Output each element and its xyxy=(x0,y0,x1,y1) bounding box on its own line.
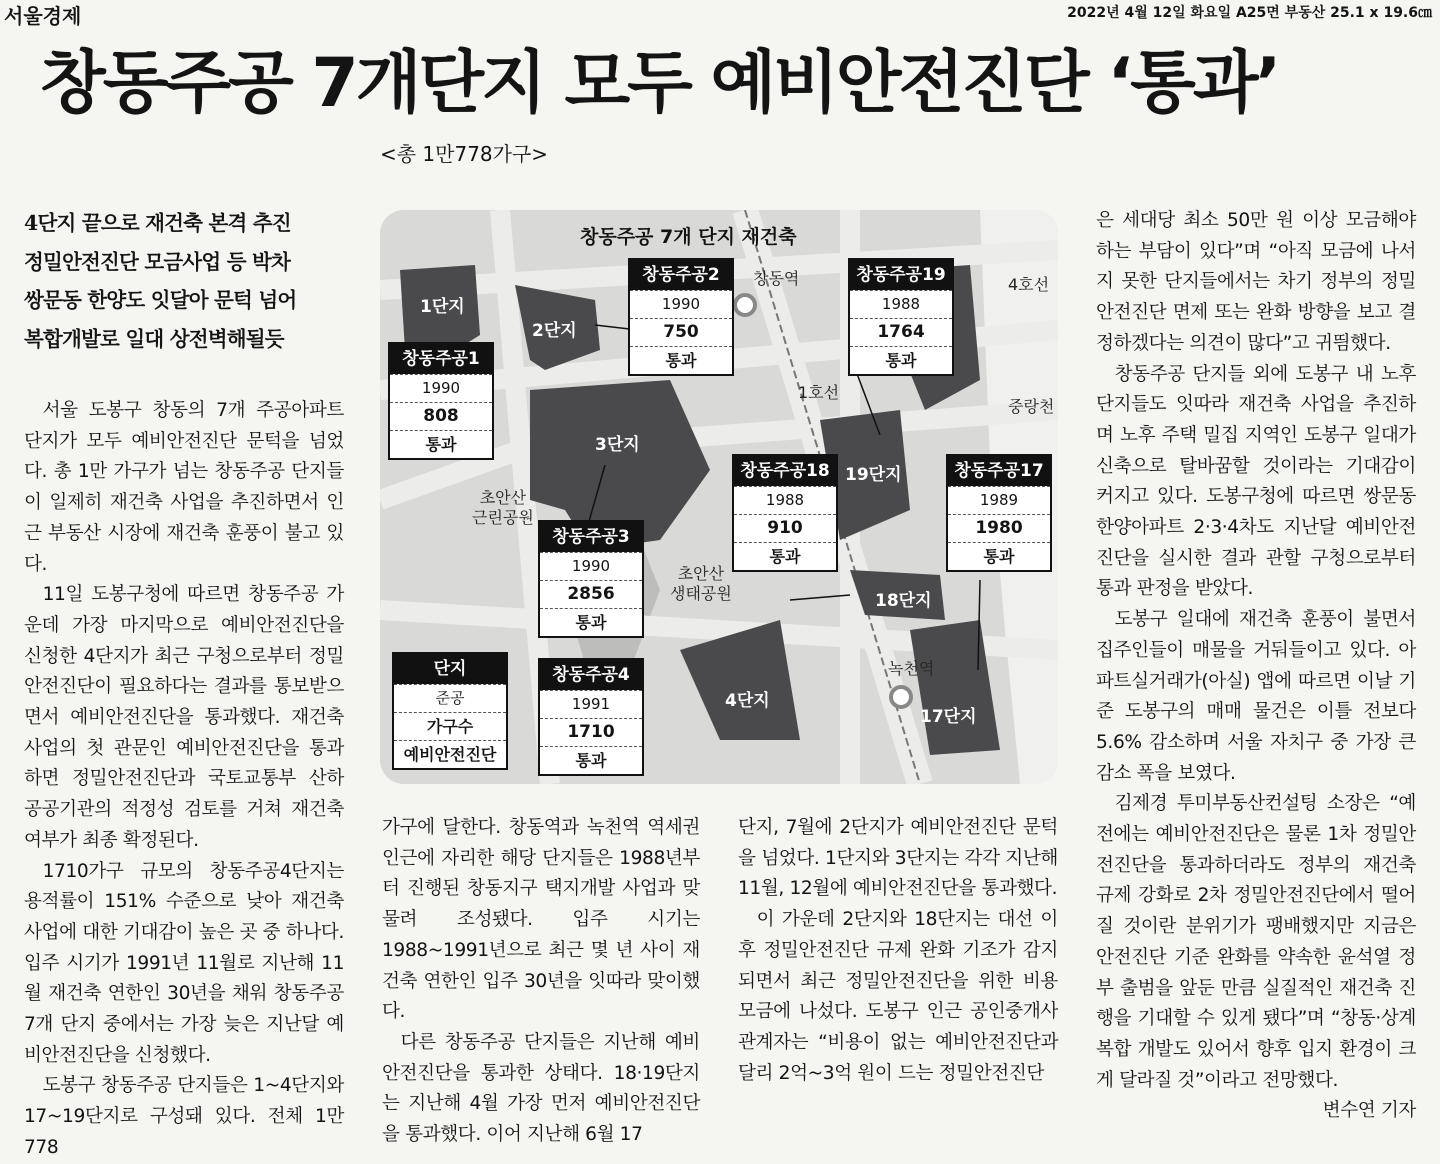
complex-info-18 xyxy=(732,454,838,572)
complex-year: 1988 xyxy=(850,290,952,318)
complex-name: 창동주공18 xyxy=(734,456,836,486)
legend-households: 가구수 xyxy=(394,712,506,740)
legend-status: 예비안전진단 xyxy=(394,740,506,768)
complex-households: 910 xyxy=(734,514,836,542)
complex-households: 2856 xyxy=(540,580,642,608)
deck-line: 복합개발로 일대 상전벽해될듯 xyxy=(24,326,284,351)
complex-name: 창동주공4 xyxy=(540,660,642,690)
park-label: 초안산 생태공원 xyxy=(670,564,732,603)
area-label: 2단지 xyxy=(532,321,577,341)
complex-info-3 xyxy=(538,520,644,638)
paragraph: 다른 창동주공 단지들은 지난해 예비안전진단을 통과한 상태다. 18·19단지는 지난해 4월 가장 먼저 예비안전진단을 통과했다. 이어 지난해 6월 17 xyxy=(382,1031,700,1146)
complex-status: 통과 xyxy=(540,746,642,774)
complex-status: 통과 xyxy=(540,608,642,636)
complex-households: 808 xyxy=(390,402,492,430)
complex-households: 750 xyxy=(630,318,732,346)
article-column-3 xyxy=(738,813,1058,1089)
deck xyxy=(24,204,344,358)
park-label: 초안산 근린공원 xyxy=(472,488,534,527)
byline: 변수연 기자 xyxy=(1322,1100,1416,1122)
paragraph: 도봉구 창동주공 단지들은 1~4단지와 17~19단지로 구성돼 있다. 전체 1만 778 xyxy=(24,1075,344,1158)
area-label: 4단지 xyxy=(725,691,770,711)
complex-households: 1980 xyxy=(948,514,1050,542)
legend-year: 준공 xyxy=(394,684,506,712)
legend-box xyxy=(392,652,508,770)
dateline: 2022년 4월 12일 화요일 A25면 부동산 25.1 x 19.6㎝ xyxy=(1067,5,1432,21)
complex-name: 창동주공2 xyxy=(630,260,732,290)
headline: 창동주공 7개단지 모두 예비안전진단 ‘통과’ xyxy=(40,44,1279,123)
paragraph: 도봉구 일대에 재건축 훈풍이 불면서 집주인들이 매물을 거둬들이고 있다. 아파트실거래가(아실) 앱에 따르면 이날 기준 도봉구의 매매 물건은 이틀 전보다 5.6% 감소하며 서울 자치구 중 가장 큰 감소 폭을 보였다. xyxy=(1096,609,1416,784)
paragraph: 이 가운데 2단지와 18단지는 대선 이후 정밀안전진단 규제 완화 기조가 감지되면서 최근 정밀안전진단을 위한 비용 모금에 나섰다. 도봉구 인근 공인중개사 관계자는 “비용이 없는 예비안전진단과 달리 2억~3억 원이 드는 정밀안전진단 xyxy=(738,909,1058,1084)
complex-name: 창동주공3 xyxy=(540,522,642,552)
complex-year: 1989 xyxy=(948,486,1050,514)
article-column-1 xyxy=(24,396,344,1164)
article-column-4 xyxy=(1096,206,1416,1127)
area-label: 1단지 xyxy=(420,297,465,317)
complex-households: 1764 xyxy=(850,318,952,346)
graphic-title: 창동주공 7개 단지 재건축 xyxy=(580,226,797,248)
complex-name: 창동주공19 xyxy=(850,260,952,290)
area-label: 19단지 xyxy=(845,465,902,485)
complex-year: 1991 xyxy=(540,690,642,718)
paragraph: 11일 도봉구청에 따르면 창동주공 가운데 가장 마지막으로 예비안전진단을 신청한 4단지가 최근 구청으로부터 정밀안전진단이 필요하다는 결과를 통보받으면서 예비안전진단을 통과했다. 재건축 사업의 첫 관문인 예비안전진단을 통과하면 정밀안전진단과 국토교통부 산하 공공기관의 적정성 검토를 거쳐 재건축 여부가 최종 확정된다. xyxy=(24,584,344,851)
article-column-2 xyxy=(382,813,700,1151)
station-label: 창동역 xyxy=(753,269,800,288)
complex-status: 통과 xyxy=(850,346,952,374)
complex-name: 창동주공17 xyxy=(948,456,1050,486)
complex-info-2 xyxy=(628,258,734,376)
map-graphic xyxy=(380,210,1058,784)
complex-status: 통과 xyxy=(630,346,732,374)
deck-line: 쌍문동 한양도 잇달아 문턱 넘어 xyxy=(24,288,297,312)
complex-name: 창동주공1 xyxy=(390,344,492,374)
paragraph-text: 김제경 투미부동산컨설팅 소장은 “예전에는 예비안전진단은 물론 1차 정밀안전진단을 통과하더라도 정부의 재건축 규제 강화로 2차 정밀안전진단에서 떨어질 것이란 분위기가 팽배했지만 지금은 안전진단 기준 완화를 약속한 윤석열 정부 출범을 앞둔 만큼 실질적인 재건축 진행을 기대할 수 있게 됐다”며 “창동·상계 복합 개발도 있어서 향후 입지 환경이 크게 달라질 것”이라고 전망했다. xyxy=(1096,793,1416,1091)
station-nokcheon-icon xyxy=(891,687,911,707)
area-label: 3단지 xyxy=(595,435,640,455)
deck-line: 4단지 끝으로 재건축 본격 추진 xyxy=(24,211,291,235)
complex-info-4 xyxy=(538,658,644,776)
masthead: 서울경제 xyxy=(4,4,82,28)
complex-status: 통과 xyxy=(948,542,1050,570)
deck-line: 정밀안전진단 모금사업 등 박차 xyxy=(24,249,291,274)
station-label: 녹천역 xyxy=(888,659,935,678)
paragraph: 가구에 달한다. 창동역과 녹천역 역세권 인근에 자리한 해당 단지들은 1988년부터 진행된 창동지구 택지개발 사업과 맞물려 조성됐다. 입주 시기는 1988~1991년으로 최근 몇 년 사이 재건축 연한인 입주 30년을 잇따라 맞이했다. xyxy=(382,817,700,1023)
complex-households: 1710 xyxy=(540,718,642,746)
area-label: 17단지 xyxy=(920,707,977,727)
line-label: 4호선 xyxy=(1008,275,1050,294)
complex-status: 통과 xyxy=(390,430,492,458)
complex-info-1 xyxy=(388,342,494,460)
paragraph: 창동주공 단지들 외에 도봉구 내 노후 단지들도 잇따라 재건축 사업을 추진하며 노후 주택 밀집 지역인 도봉구 일대가 신축으로 탈바꿈할 것이라는 기대감이 커지고 있다. 도봉구청에 따르면 쌍문동 한양아파트 2·3·4차도 지난달 예비안전진단을 실시한 결과 관할 구청으로부터 통과 판정을 받았다. xyxy=(1096,363,1416,600)
paragraph: 1710가구 규모의 창동주공4단지는 용적률이 151% 수준으로 낮아 재건축 사업에 대한 기대감이 높은 곳 중 하나다. 입주 시기가 1991년 11월로 지난해 11월 재건축 연한인 30년을 채워 창동주공 7개 단지 중에서는 가장 늦은 지난달 예비안전진단을 신청했다. xyxy=(24,860,344,1066)
paragraph: 은 세대당 최소 50만 원 이상 모금해야 하는 부담이 있다”며 “아직 모금에 나서지 못한 단지들에서는 차기 정부의 정밀안전진단 면제 또는 완화 방향을 보고 결정하겠다는 의견이 많다”고 귀띔했다. xyxy=(1096,210,1416,354)
complex-year: 1990 xyxy=(390,374,492,402)
station-changdong-icon xyxy=(735,295,755,315)
complex-info-19 xyxy=(848,258,954,376)
line-label: 1호선 xyxy=(798,383,840,402)
complex-year: 1988 xyxy=(734,486,836,514)
complex-info-17 xyxy=(946,454,1052,572)
complex-year: 1990 xyxy=(630,290,732,318)
complex-status: 통과 xyxy=(734,542,836,570)
subnote: <총 1만778가구> xyxy=(380,142,549,166)
paragraph xyxy=(1096,789,1416,1122)
complex-year: 1990 xyxy=(540,552,642,580)
paragraph: 서울 도봉구 창동의 7개 주공아파트 단지가 모두 예비안전진단 문턱을 넘었다. 총 1만 가구가 넘는 창동주공 단지들이 일제히 재건축 사업을 추진하면서 인근 부동산 시장에 재건축 훈풍이 불고 있다. xyxy=(24,400,344,575)
area-label: 18단지 xyxy=(875,591,932,611)
stream-label: 중랑천 xyxy=(1008,397,1055,416)
legend-head: 단지 xyxy=(394,654,506,684)
paragraph: 단지, 7월에 2단지가 예비안전진단 문턱을 넘었다. 1단지와 3단지는 각각 지난해 11월, 12월에 예비안전진단을 통과했다. xyxy=(738,817,1058,900)
